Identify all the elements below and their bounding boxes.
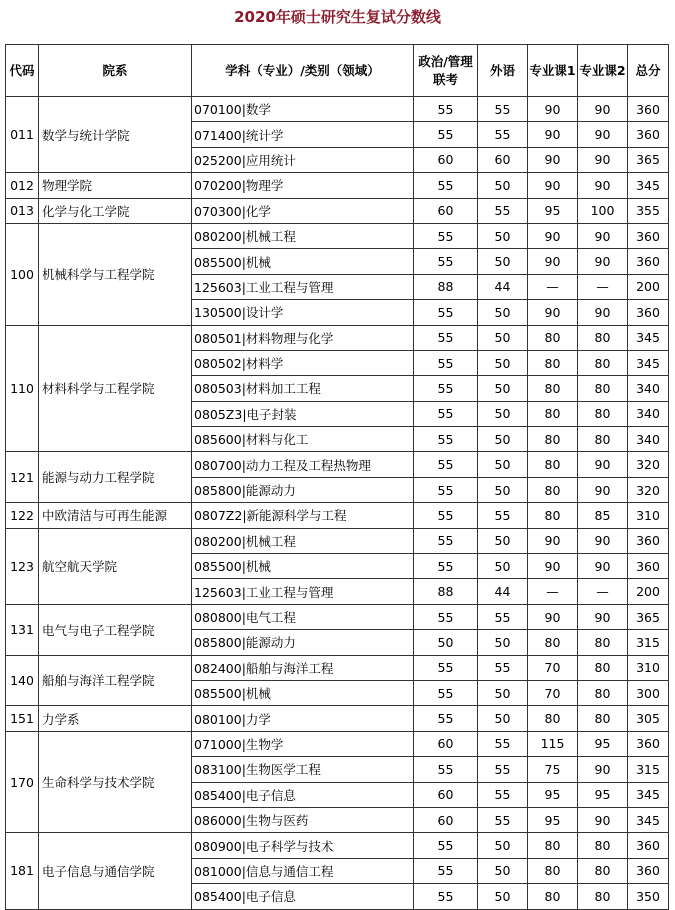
total-score: 360 bbox=[628, 858, 669, 883]
subject-cell: 085800|能源动力 bbox=[192, 630, 414, 655]
course2-score: 90 bbox=[578, 173, 628, 198]
total-score: 360 bbox=[628, 249, 669, 274]
course2-score: 80 bbox=[578, 858, 628, 883]
foreign-score: 50 bbox=[478, 554, 528, 579]
course1-score: 115 bbox=[528, 731, 578, 756]
foreign-score: 50 bbox=[478, 401, 528, 426]
politics-score: 88 bbox=[414, 274, 478, 299]
dept-name: 物理学院 bbox=[39, 173, 192, 198]
course1-score: 80 bbox=[528, 503, 578, 528]
foreign-score: 55 bbox=[478, 807, 528, 832]
dept-code: 012 bbox=[6, 173, 39, 198]
course1-score: 90 bbox=[528, 147, 578, 172]
subject-cell: 125603|工业工程与管理 bbox=[192, 274, 414, 299]
foreign-score: 50 bbox=[478, 630, 528, 655]
politics-score: 55 bbox=[414, 223, 478, 248]
subject-cell: 070300|化学 bbox=[192, 198, 414, 223]
course1-score: 90 bbox=[528, 528, 578, 553]
course1-score: 90 bbox=[528, 604, 578, 629]
subject-cell: 080200|机械工程 bbox=[192, 528, 414, 553]
total-score: 200 bbox=[628, 579, 669, 604]
table-row bbox=[6, 223, 669, 248]
politics-score: 55 bbox=[414, 452, 478, 477]
subject-cell: 085500|机械 bbox=[192, 554, 414, 579]
foreign-score: 50 bbox=[478, 706, 528, 731]
course1-score: 80 bbox=[528, 833, 578, 858]
total-score: 340 bbox=[628, 401, 669, 426]
total-score: 360 bbox=[628, 833, 669, 858]
course1-score: 80 bbox=[528, 427, 578, 452]
course1-score: 80 bbox=[528, 858, 578, 883]
course2-score: 90 bbox=[578, 757, 628, 782]
header-course1 bbox=[528, 45, 578, 97]
course2-score: 80 bbox=[578, 376, 628, 401]
foreign-score: 50 bbox=[478, 833, 528, 858]
politics-score: 55 bbox=[414, 477, 478, 502]
table-body bbox=[6, 97, 669, 910]
politics-score: 55 bbox=[414, 325, 478, 350]
total-score: 345 bbox=[628, 807, 669, 832]
total-score: 315 bbox=[628, 757, 669, 782]
total-score: 360 bbox=[628, 122, 669, 147]
course2-score: 90 bbox=[578, 604, 628, 629]
subject-cell: 080900|电子科学与技术 bbox=[192, 833, 414, 858]
header-course2-text: 专业课2 bbox=[579, 62, 626, 78]
politics-score: 55 bbox=[414, 401, 478, 426]
foreign-score: 50 bbox=[478, 300, 528, 325]
subject-cell: 085400|电子信息 bbox=[192, 782, 414, 807]
foreign-score: 50 bbox=[478, 858, 528, 883]
header-course2 bbox=[578, 45, 628, 97]
course1-score: 80 bbox=[528, 706, 578, 731]
header-dept: 院系 bbox=[39, 45, 192, 97]
total-score: 360 bbox=[628, 528, 669, 553]
total-score: 345 bbox=[628, 325, 669, 350]
header-politics-text: 政治/管理联考 bbox=[418, 53, 473, 87]
course2-score: 90 bbox=[578, 122, 628, 147]
politics-score: 55 bbox=[414, 376, 478, 401]
total-score: 360 bbox=[628, 300, 669, 325]
course1-score: — bbox=[528, 274, 578, 299]
total-score: 345 bbox=[628, 782, 669, 807]
politics-score: 60 bbox=[414, 807, 478, 832]
course2-score: 95 bbox=[578, 731, 628, 756]
politics-score: 55 bbox=[414, 249, 478, 274]
table-row bbox=[6, 173, 669, 198]
table-row bbox=[6, 706, 669, 731]
table-row bbox=[6, 833, 669, 858]
course2-score: 80 bbox=[578, 427, 628, 452]
subject-cell: 080700|动力工程及工程热物理 bbox=[192, 452, 414, 477]
subject-cell: 125603|工业工程与管理 bbox=[192, 579, 414, 604]
course1-score: 95 bbox=[528, 807, 578, 832]
total-score: 355 bbox=[628, 198, 669, 223]
foreign-score: 44 bbox=[478, 274, 528, 299]
subject-cell: 070200|物理学 bbox=[192, 173, 414, 198]
subject-cell: 080502|材料学 bbox=[192, 350, 414, 375]
subject-cell: 130500|设计学 bbox=[192, 300, 414, 325]
dept-name: 化学与化工学院 bbox=[39, 198, 192, 223]
course1-score: 80 bbox=[528, 477, 578, 502]
course2-score: 90 bbox=[578, 300, 628, 325]
foreign-score: 55 bbox=[478, 503, 528, 528]
subject-cell: 085600|材料与化工 bbox=[192, 427, 414, 452]
course1-score: — bbox=[528, 579, 578, 604]
course1-score: 95 bbox=[528, 198, 578, 223]
foreign-score: 50 bbox=[478, 884, 528, 909]
total-score: 365 bbox=[628, 604, 669, 629]
total-score: 315 bbox=[628, 630, 669, 655]
dept-code: 151 bbox=[6, 706, 39, 731]
course1-score: 80 bbox=[528, 325, 578, 350]
dept-name: 力学系 bbox=[39, 706, 192, 731]
dept-name: 船舶与海洋工程学院 bbox=[39, 655, 192, 706]
dept-name: 电子信息与通信学院 bbox=[39, 833, 192, 909]
subject-cell: 082400|船舶与海洋工程 bbox=[192, 655, 414, 680]
foreign-score: 55 bbox=[478, 97, 528, 122]
dept-code: 121 bbox=[6, 452, 39, 503]
course1-score: 80 bbox=[528, 401, 578, 426]
total-score: 300 bbox=[628, 680, 669, 705]
politics-score: 88 bbox=[414, 579, 478, 604]
subject-cell: 080800|电气工程 bbox=[192, 604, 414, 629]
dept-code: 122 bbox=[6, 503, 39, 528]
total-score: 340 bbox=[628, 376, 669, 401]
course1-score: 95 bbox=[528, 782, 578, 807]
dept-name: 中欧清洁与可再生能源 bbox=[39, 503, 192, 528]
dept-code: 123 bbox=[6, 528, 39, 604]
foreign-score: 55 bbox=[478, 782, 528, 807]
dept-code: 100 bbox=[6, 223, 39, 325]
total-score: 340 bbox=[628, 427, 669, 452]
course1-score: 80 bbox=[528, 884, 578, 909]
table-row bbox=[6, 325, 669, 350]
course1-score: 90 bbox=[528, 97, 578, 122]
course2-score: 90 bbox=[578, 223, 628, 248]
politics-score: 55 bbox=[414, 300, 478, 325]
course1-score: 70 bbox=[528, 655, 578, 680]
course2-score: 90 bbox=[578, 452, 628, 477]
subject-cell: 085800|能源动力 bbox=[192, 477, 414, 502]
course2-score: 80 bbox=[578, 655, 628, 680]
header-total: 总分 bbox=[628, 45, 669, 97]
foreign-score: 50 bbox=[478, 528, 528, 553]
subject-cell: 080200|机械工程 bbox=[192, 223, 414, 248]
score-table bbox=[5, 44, 669, 910]
course2-score: 100 bbox=[578, 198, 628, 223]
foreign-score: 50 bbox=[478, 427, 528, 452]
course2-score: 90 bbox=[578, 554, 628, 579]
page-title: 2020年硕士研究生复试分数线 bbox=[234, 8, 441, 26]
subject-cell: 081000|信息与通信工程 bbox=[192, 858, 414, 883]
table-row bbox=[6, 452, 669, 477]
foreign-score: 60 bbox=[478, 147, 528, 172]
foreign-score: 44 bbox=[478, 579, 528, 604]
foreign-score: 50 bbox=[478, 376, 528, 401]
table-row bbox=[6, 731, 669, 756]
course2-score: 90 bbox=[578, 477, 628, 502]
foreign-score: 50 bbox=[478, 223, 528, 248]
politics-score: 55 bbox=[414, 706, 478, 731]
dept-code: 013 bbox=[6, 198, 39, 223]
header-code: 代码 bbox=[6, 45, 39, 97]
politics-score: 55 bbox=[414, 884, 478, 909]
course1-score: 75 bbox=[528, 757, 578, 782]
course2-score: 80 bbox=[578, 325, 628, 350]
course1-score: 90 bbox=[528, 554, 578, 579]
course1-score: 80 bbox=[528, 376, 578, 401]
table-row bbox=[6, 604, 669, 629]
course2-score: 80 bbox=[578, 884, 628, 909]
subject-cell: 0807Z2|新能源科学与工程 bbox=[192, 503, 414, 528]
table-row bbox=[6, 528, 669, 553]
dept-name: 机械科学与工程学院 bbox=[39, 223, 192, 325]
dept-name: 材料科学与工程学院 bbox=[39, 325, 192, 452]
politics-score: 55 bbox=[414, 604, 478, 629]
course2-score: — bbox=[578, 579, 628, 604]
header-subject: 学科（专业）/类别（领域） bbox=[192, 45, 414, 97]
table-row bbox=[6, 198, 669, 223]
foreign-score: 50 bbox=[478, 325, 528, 350]
dept-name: 航空航天学院 bbox=[39, 528, 192, 604]
foreign-score: 55 bbox=[478, 604, 528, 629]
table-row bbox=[6, 503, 669, 528]
course2-score: 90 bbox=[578, 97, 628, 122]
politics-score: 55 bbox=[414, 858, 478, 883]
total-score: 365 bbox=[628, 147, 669, 172]
politics-score: 55 bbox=[414, 427, 478, 452]
total-score: 320 bbox=[628, 477, 669, 502]
total-score: 345 bbox=[628, 173, 669, 198]
header-row bbox=[6, 45, 669, 97]
course2-score: 80 bbox=[578, 630, 628, 655]
table-row bbox=[6, 97, 669, 122]
politics-score: 60 bbox=[414, 147, 478, 172]
total-score: 320 bbox=[628, 452, 669, 477]
total-score: 345 bbox=[628, 350, 669, 375]
course2-score: 95 bbox=[578, 782, 628, 807]
total-score: 360 bbox=[628, 97, 669, 122]
politics-score: 55 bbox=[414, 97, 478, 122]
politics-score: 55 bbox=[414, 173, 478, 198]
course2-score: 80 bbox=[578, 350, 628, 375]
header-foreign: 外语 bbox=[478, 45, 528, 97]
header-course1-text: 专业课1 bbox=[529, 62, 576, 78]
course2-score: 80 bbox=[578, 833, 628, 858]
course1-score: 70 bbox=[528, 680, 578, 705]
subject-cell: 085400|电子信息 bbox=[192, 884, 414, 909]
dept-code: 131 bbox=[6, 604, 39, 655]
politics-score: 55 bbox=[414, 833, 478, 858]
subject-cell: 085500|机械 bbox=[192, 249, 414, 274]
subject-cell: 080501|材料物理与化学 bbox=[192, 325, 414, 350]
total-score: 200 bbox=[628, 274, 669, 299]
politics-score: 55 bbox=[414, 503, 478, 528]
course2-score: 90 bbox=[578, 249, 628, 274]
total-score: 310 bbox=[628, 655, 669, 680]
course2-score: 80 bbox=[578, 706, 628, 731]
subject-cell: 0805Z3|电子封装 bbox=[192, 401, 414, 426]
politics-score: 55 bbox=[414, 528, 478, 553]
foreign-score: 55 bbox=[478, 655, 528, 680]
politics-score: 55 bbox=[414, 122, 478, 147]
subject-cell: 071400|统计学 bbox=[192, 122, 414, 147]
course1-score: 90 bbox=[528, 300, 578, 325]
dept-code: 140 bbox=[6, 655, 39, 706]
total-score: 360 bbox=[628, 223, 669, 248]
foreign-score: 55 bbox=[478, 731, 528, 756]
politics-score: 55 bbox=[414, 350, 478, 375]
foreign-score: 55 bbox=[478, 198, 528, 223]
politics-score: 60 bbox=[414, 782, 478, 807]
course2-score: 80 bbox=[578, 680, 628, 705]
dept-name: 电气与电子工程学院 bbox=[39, 604, 192, 655]
dept-name: 能源与动力工程学院 bbox=[39, 452, 192, 503]
course2-score: 90 bbox=[578, 807, 628, 832]
politics-score: 55 bbox=[414, 554, 478, 579]
total-score: 360 bbox=[628, 554, 669, 579]
dept-name: 生命科学与技术学院 bbox=[39, 731, 192, 833]
dept-code: 170 bbox=[6, 731, 39, 833]
politics-score: 55 bbox=[414, 655, 478, 680]
course2-score: 80 bbox=[578, 401, 628, 426]
subject-cell: 086000|生物与医药 bbox=[192, 807, 414, 832]
course1-score: 80 bbox=[528, 350, 578, 375]
course1-score: 90 bbox=[528, 122, 578, 147]
foreign-score: 55 bbox=[478, 122, 528, 147]
course1-score: 90 bbox=[528, 223, 578, 248]
foreign-score: 50 bbox=[478, 350, 528, 375]
total-score: 305 bbox=[628, 706, 669, 731]
foreign-score: 50 bbox=[478, 249, 528, 274]
course2-score: 90 bbox=[578, 147, 628, 172]
total-score: 360 bbox=[628, 731, 669, 756]
foreign-score: 55 bbox=[478, 757, 528, 782]
subject-cell: 083100|生物医学工程 bbox=[192, 757, 414, 782]
course1-score: 90 bbox=[528, 249, 578, 274]
course1-score: 90 bbox=[528, 173, 578, 198]
subject-cell: 071000|生物学 bbox=[192, 731, 414, 756]
foreign-score: 50 bbox=[478, 173, 528, 198]
subject-cell: 085500|机械 bbox=[192, 680, 414, 705]
dept-name: 数学与统计学院 bbox=[39, 97, 192, 173]
total-score: 350 bbox=[628, 884, 669, 909]
subject-cell: 080100|力学 bbox=[192, 706, 414, 731]
foreign-score: 50 bbox=[478, 680, 528, 705]
dept-code: 110 bbox=[6, 325, 39, 452]
course2-score: 85 bbox=[578, 503, 628, 528]
total-score: 310 bbox=[628, 503, 669, 528]
politics-score: 60 bbox=[414, 198, 478, 223]
foreign-score: 50 bbox=[478, 477, 528, 502]
politics-score: 50 bbox=[414, 630, 478, 655]
politics-score: 55 bbox=[414, 757, 478, 782]
subject-cell: 025200|应用统计 bbox=[192, 147, 414, 172]
politics-score: 60 bbox=[414, 731, 478, 756]
dept-code: 181 bbox=[6, 833, 39, 909]
course2-score: 90 bbox=[578, 528, 628, 553]
course1-score: 80 bbox=[528, 452, 578, 477]
dept-code: 011 bbox=[6, 97, 39, 173]
subject-cell: 080503|材料加工工程 bbox=[192, 376, 414, 401]
table-row bbox=[6, 655, 669, 680]
politics-score: 55 bbox=[414, 680, 478, 705]
course1-score: 80 bbox=[528, 630, 578, 655]
subject-cell: 070100|数学 bbox=[192, 97, 414, 122]
course2-score: — bbox=[578, 274, 628, 299]
foreign-score: 50 bbox=[478, 452, 528, 477]
header-politics bbox=[414, 45, 478, 97]
